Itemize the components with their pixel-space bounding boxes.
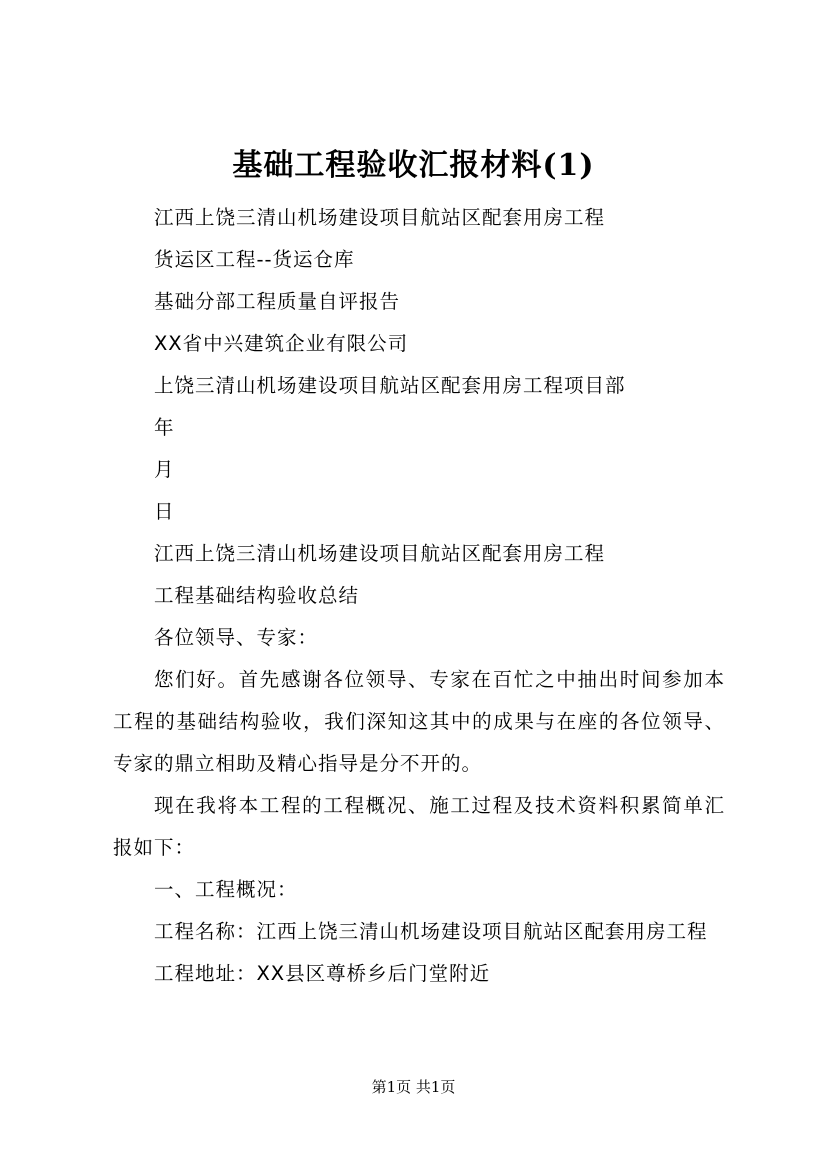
paragraph-project-address-field: 工程地址：XX县区尊桥乡后门堂附近 <box>153 962 491 985</box>
paragraph-company: XX省中兴建筑企业有限公司 <box>153 332 409 355</box>
paragraph-report-title: 基础分部工程质量自评报告 <box>153 290 400 313</box>
paragraph-project-name: 江西上饶三清山机场建设项目航站区配套用房工程 <box>153 206 605 229</box>
paragraph-cargo-area: 货运区工程--货运仓库 <box>153 248 355 271</box>
paragraph-introduction: 现在我将本工程的工程概况、施工过程及技术资料积累简单汇报如下： <box>113 794 725 859</box>
document-body <box>113 197 725 995</box>
paragraph-month: 月 <box>153 458 175 481</box>
paragraph-thanks: 您们好。首先感谢各位领导、专家在百忙之中抽出时间参加本工程的基础结构验收，我们深知这其中的成果与在座的各位领导、专家的鼎立相助及精心指导是分不开的。 <box>113 668 725 775</box>
paragraph-year: 年 <box>153 416 175 439</box>
paragraph-summary-title: 工程基础结构验收总结 <box>153 584 359 607</box>
paragraph-day: 日 <box>153 500 175 523</box>
paragraph-project-name-repeat: 江西上饶三清山机场建设项目航站区配套用房工程 <box>153 542 605 565</box>
page-footer: 第1页 共1页 <box>371 1078 456 1096</box>
paragraph-greeting: 各位领导、专家： <box>153 626 318 649</box>
paragraph-project-name-field: 工程名称：江西上饶三清山机场建设项目航站区配套用房工程 <box>153 920 708 943</box>
paragraph-section-heading: 一、工程概况： <box>153 878 298 901</box>
document-title: 基础工程验收汇报材料(1) <box>232 148 595 183</box>
paragraph-project-department: 上饶三清山机场建设项目航站区配套用房工程项目部 <box>153 374 626 397</box>
